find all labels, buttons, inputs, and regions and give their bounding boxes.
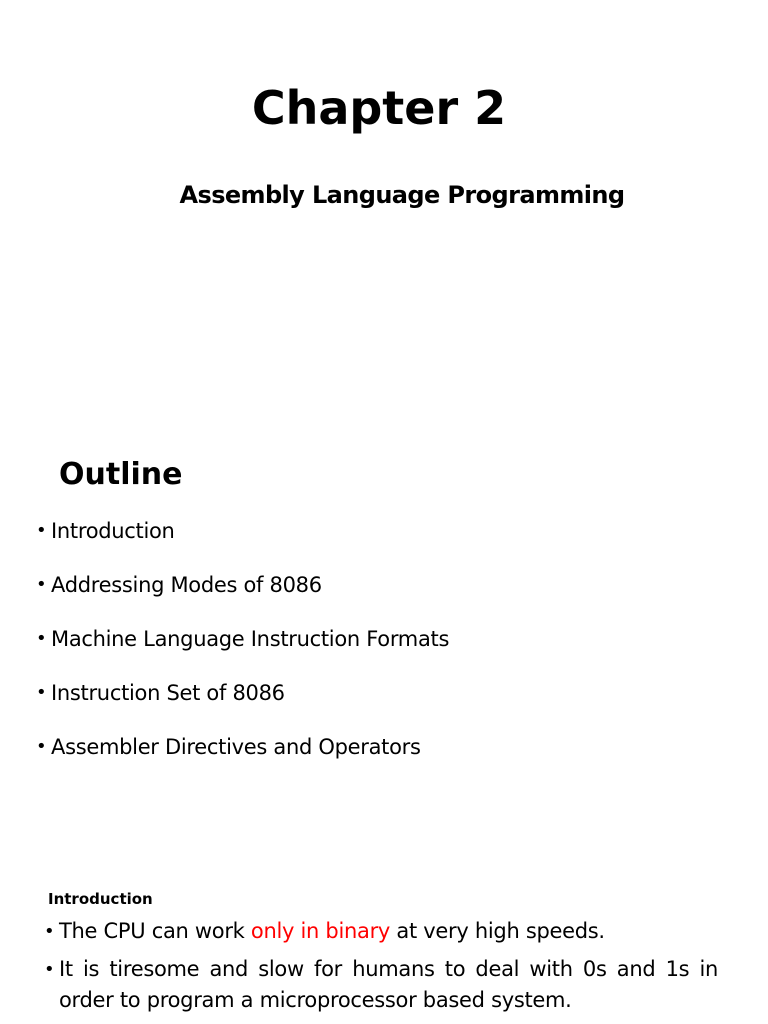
introduction-item-tiresome [44, 954, 718, 1016]
introduction-text: It is tiresome and slow for humans to deal with 0s and 1s in order to program a microprocessor based system. [59, 957, 718, 1012]
outline-item-assembler-directives [36, 732, 449, 786]
introduction-text-before: The CPU can work [59, 919, 251, 943]
introduction-item-cpu-binary [44, 916, 718, 947]
outline-item-instruction-set [36, 678, 449, 732]
introduction-list [44, 916, 718, 1023]
outline-item-addressing-modes [36, 570, 449, 624]
highlighted-text: only in binary [250, 919, 391, 943]
outline-item-label: Introduction [51, 519, 175, 543]
outline-item-instruction-formats [36, 624, 449, 678]
bullet-icon: • [36, 628, 47, 649]
bullet-icon: • [36, 574, 47, 595]
outline-item-label: Addressing Modes of 8086 [51, 573, 322, 597]
chapter-title: Chapter 2 [251, 81, 507, 135]
introduction-heading: Introduction [48, 890, 153, 908]
bullet-icon: • [44, 959, 55, 980]
outline-item-label: Assembler Directives and Operators [51, 735, 421, 759]
outline-item-label: Machine Language Instruction Formats [51, 627, 450, 651]
introduction-text-after: at very high speeds. [390, 919, 605, 943]
outline-item-label: Instruction Set of 8086 [51, 681, 285, 705]
bullet-icon: • [36, 520, 47, 541]
chapter-subtitle: Assembly Language Programming [179, 181, 625, 209]
outline-item-introduction [36, 516, 449, 570]
bullet-icon: • [44, 921, 55, 942]
bullet-icon: • [36, 736, 47, 757]
outline-list [36, 516, 449, 786]
bullet-icon: • [36, 682, 47, 703]
outline-heading: Outline [59, 457, 183, 492]
